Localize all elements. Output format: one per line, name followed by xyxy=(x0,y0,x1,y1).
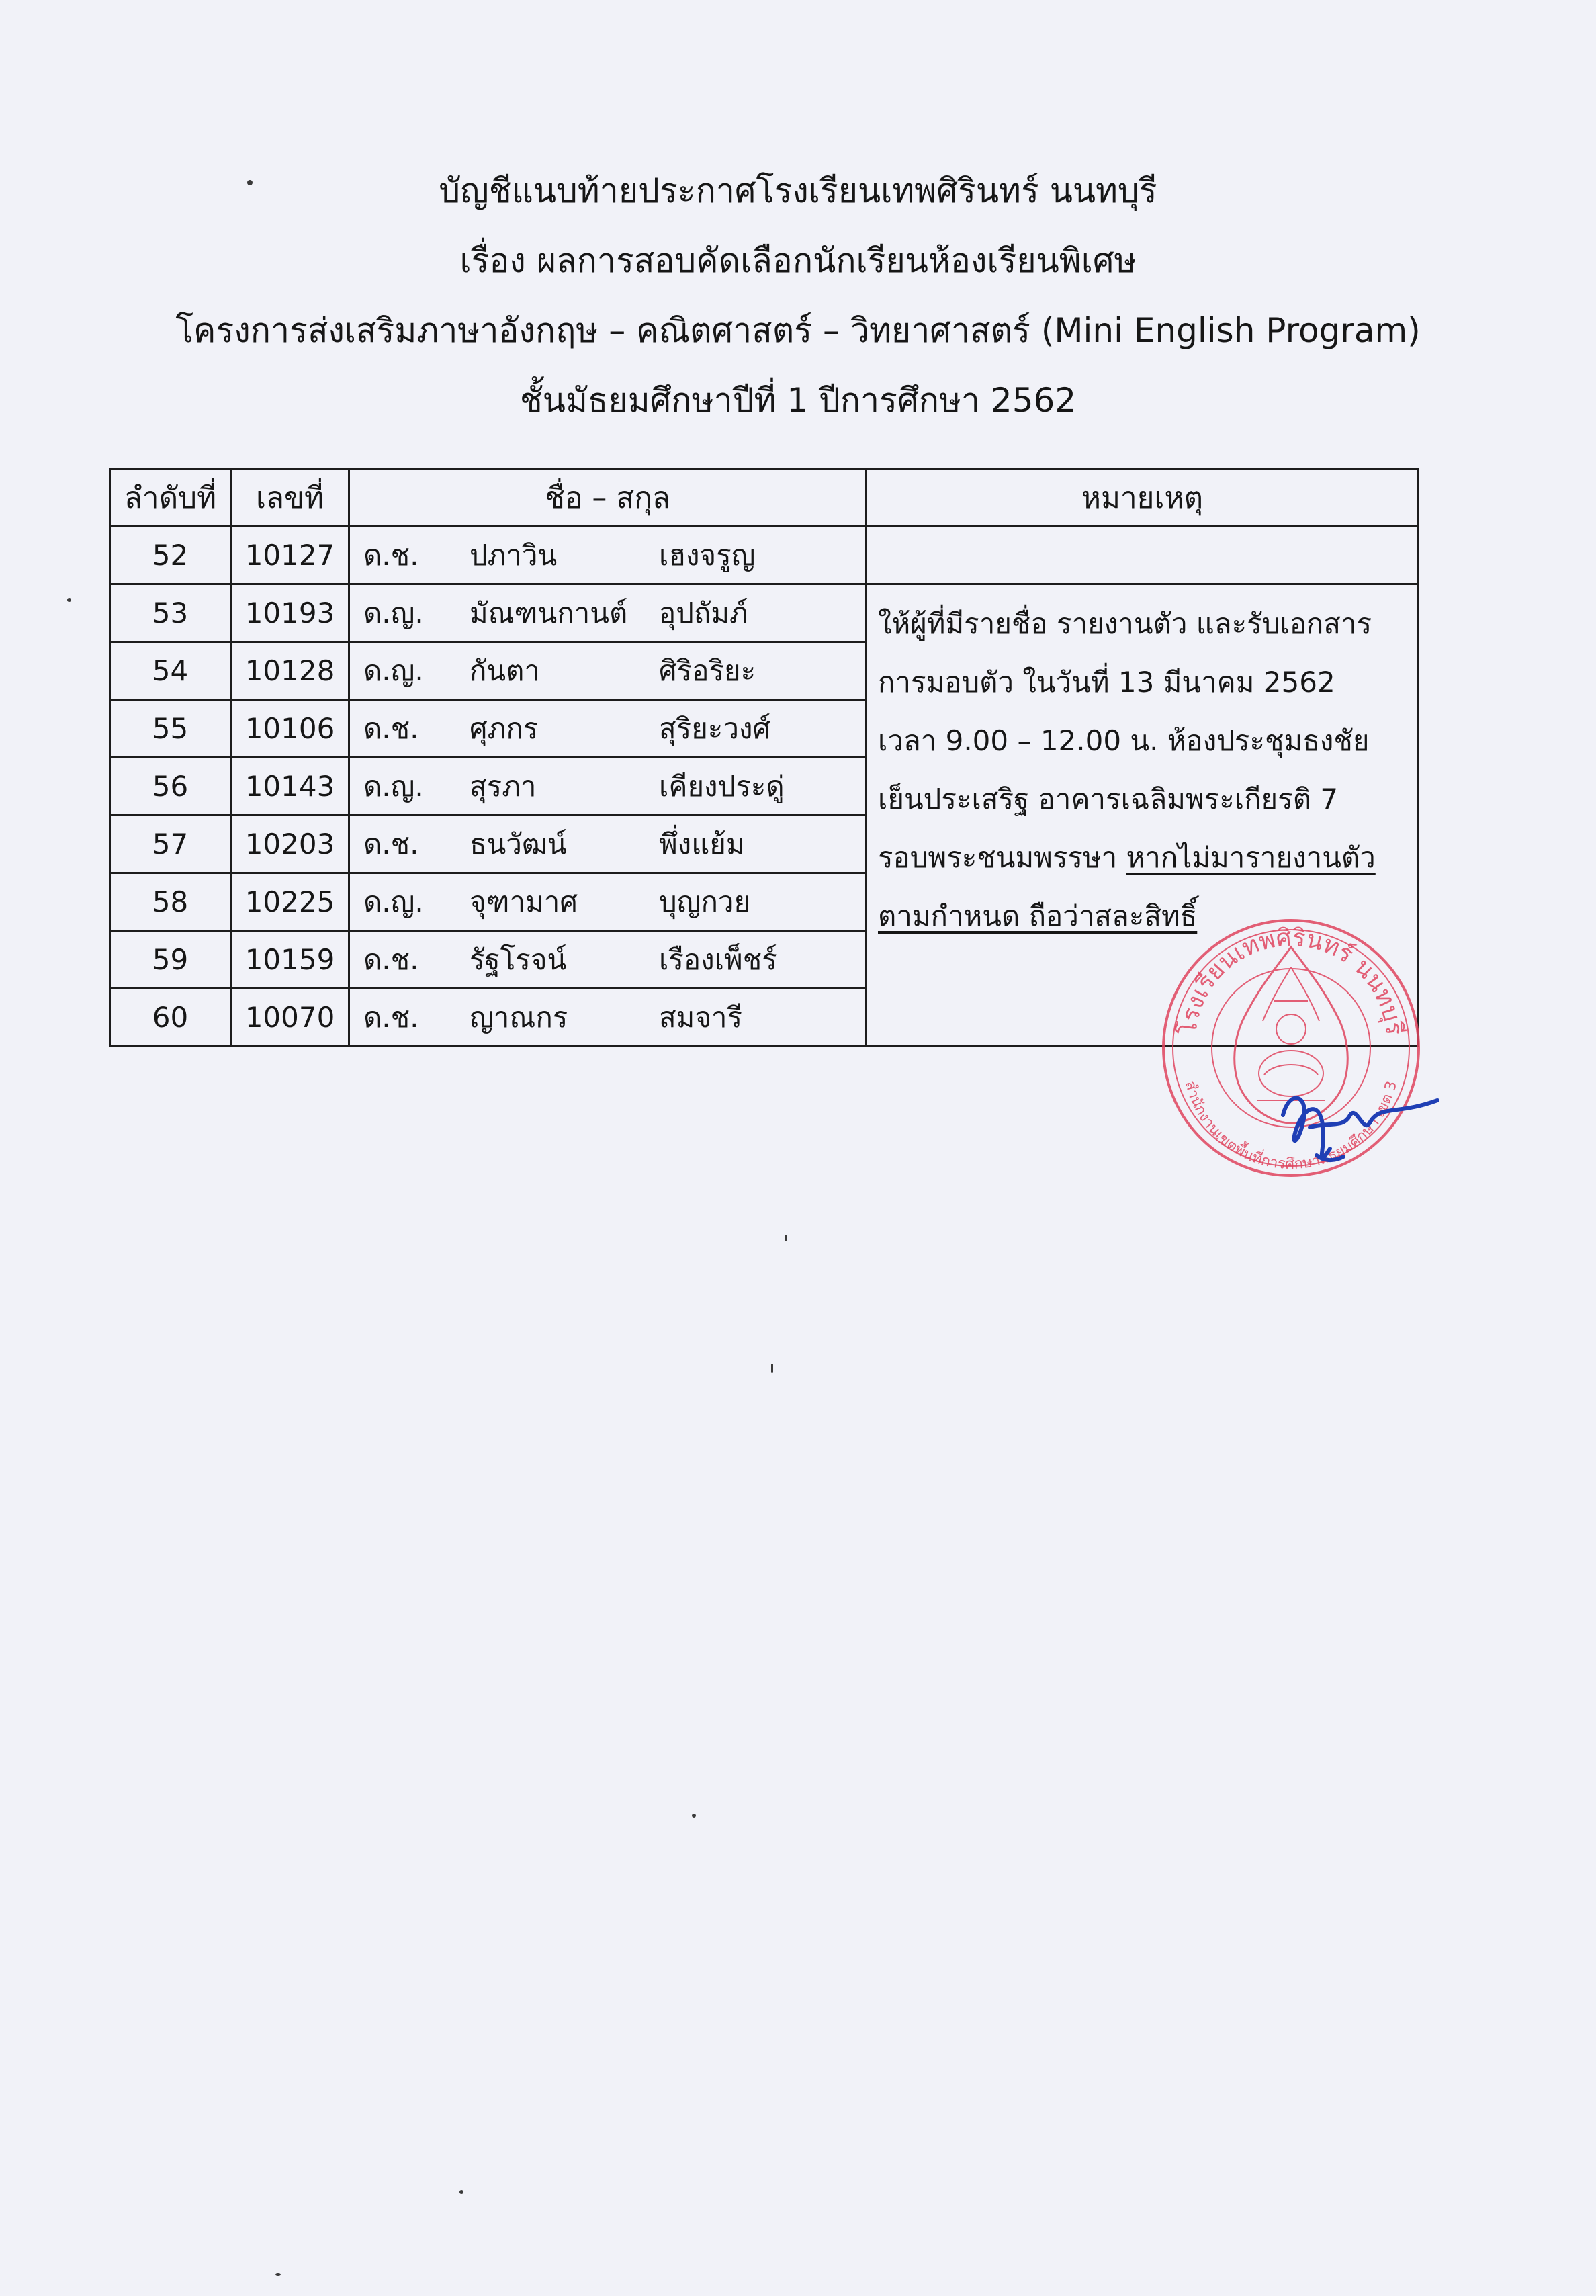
title-line-2: เรื่อง ผลการสอบคัดเลือกนักเรียนห้องเรียนพิเศษ xyxy=(459,241,1137,280)
remark-empty-cell xyxy=(867,527,1419,584)
last-name: สุริยะวงศ์ xyxy=(659,711,771,745)
scan-speck xyxy=(67,598,71,602)
row-name xyxy=(349,527,867,584)
row-id: 10128 xyxy=(231,642,349,700)
row-no: 58 xyxy=(110,873,231,931)
last-name: เฮงจรูญ xyxy=(659,538,756,572)
name-title: ด.ช. xyxy=(363,711,419,745)
last-name: เคียงประดู่ xyxy=(659,769,785,803)
row-name xyxy=(349,642,867,700)
scan-speck xyxy=(785,1235,787,1241)
remark-line: การมอบตัว ในวันที่ 13 มีนาคม 2562 xyxy=(878,666,1335,699)
table-row xyxy=(110,527,1419,584)
last-name: เรืองเพ็ชร์ xyxy=(659,942,777,976)
row-id: 10143 xyxy=(231,758,349,815)
results-table xyxy=(109,468,1419,1047)
name-title: ด.ช. xyxy=(363,827,419,860)
last-name: ศิริอริยะ xyxy=(659,654,756,687)
row-no: 57 xyxy=(110,815,231,873)
remark-line: เวลา 9.00 – 12.00 น. ห้องประชุมธงชัย xyxy=(878,724,1370,757)
name-title: ด.ช. xyxy=(363,538,419,572)
scan-speck xyxy=(771,1364,773,1373)
row-name xyxy=(349,873,867,931)
header-name: ชื่อ – สกุล xyxy=(349,469,867,527)
first-name: สุรภา xyxy=(470,769,537,803)
header-id: เลขที่ xyxy=(231,469,349,527)
remark-warning: ตามกำหนด ถือว่าสละสิทธิ์ xyxy=(878,899,1198,932)
first-name: กันตา xyxy=(470,654,540,687)
remark-line: ให้ผู้ที่มีรายชื่อ รายงานตัว และรับเอกสาร xyxy=(878,607,1372,640)
row-id: 10203 xyxy=(231,815,349,873)
remark-text: รอบพระชนมพรรษา xyxy=(878,841,1126,874)
row-no: 54 xyxy=(110,642,231,700)
scan-speck xyxy=(275,2273,281,2276)
row-name xyxy=(349,989,867,1047)
svg-text:สำนักงานเขตพื้นที่การศึกษามัธย xyxy=(1182,1079,1401,1173)
first-name: ปภาวิน xyxy=(470,538,558,572)
remark-cell xyxy=(867,584,1419,1047)
first-name: ญาณกร xyxy=(470,1000,568,1034)
table-header-row xyxy=(110,469,1419,527)
row-name xyxy=(349,700,867,758)
last-name: พึ่งแย้ม xyxy=(659,827,745,860)
row-id: 10127 xyxy=(231,527,349,584)
remark-line: เย็นประเสริฐ อาคารเฉลิมพระเกียรติ 7 xyxy=(878,783,1339,815)
scan-speck xyxy=(247,180,253,185)
stamp-bottom-text: สำนักงานเขตพื้นที่การศึกษามัธยมศึกษา เขต 3 xyxy=(1181,1079,1401,1174)
title-line-1: บัญชีแนบท้ายประกาศโรงเรียนเทพศิรินทร์ นนทบุรี xyxy=(439,171,1157,210)
table-row xyxy=(110,584,1419,642)
row-no: 52 xyxy=(110,527,231,584)
row-id: 10225 xyxy=(231,873,349,931)
first-name: ศุภกร xyxy=(470,711,539,745)
name-title: ด.ช. xyxy=(363,1000,419,1034)
first-name: ธนวัฒน์ xyxy=(470,827,567,860)
last-name: สมจารี xyxy=(659,1000,743,1034)
row-id: 10106 xyxy=(231,700,349,758)
first-name: มัณฑนกานต์ xyxy=(470,596,628,629)
row-no: 55 xyxy=(110,700,231,758)
name-title: ด.ญ. xyxy=(363,654,424,687)
name-title: ด.ช. xyxy=(363,942,419,976)
stamp-top-text: โรงเรียนเทพศิรินทร์ นนทบุรี xyxy=(1174,924,1408,1037)
row-no: 59 xyxy=(110,931,231,989)
row-no: 56 xyxy=(110,758,231,815)
name-title: ด.ญ. xyxy=(363,769,424,803)
scan-speck xyxy=(692,1814,696,1818)
title-line-4: ชั้นมัธยมศึกษาปีที่ 1 ปีการศึกษา 2562 xyxy=(519,381,1077,420)
row-name xyxy=(349,758,867,815)
document-title xyxy=(0,156,1596,435)
row-no: 53 xyxy=(110,584,231,642)
row-name xyxy=(349,815,867,873)
row-id: 10070 xyxy=(231,989,349,1047)
title-line-3: โครงการส่งเสริมภาษาอังกฤษ – คณิตศาสตร์ – วิทยาศาสตร์ (Mini English Program) xyxy=(175,311,1421,350)
signature-icon xyxy=(1270,1075,1444,1182)
scan-speck xyxy=(459,2190,463,2194)
first-name: จุฑามาศ xyxy=(470,885,578,918)
last-name: บุญกวย xyxy=(659,885,751,918)
header-remark: หมายเหตุ xyxy=(867,469,1419,527)
last-name: อุปถัมภ์ xyxy=(659,596,748,629)
row-no: 60 xyxy=(110,989,231,1047)
remark-line xyxy=(878,887,1417,945)
first-name: รัฐโรจน์ xyxy=(470,942,567,976)
name-title: ด.ญ. xyxy=(363,596,424,629)
header-no: ลำดับที่ xyxy=(110,469,231,527)
row-id: 10193 xyxy=(231,584,349,642)
row-name xyxy=(349,931,867,989)
name-title: ด.ญ. xyxy=(363,885,424,918)
row-name xyxy=(349,584,867,642)
row-id: 10159 xyxy=(231,931,349,989)
remark-warning: หากไม่มารายงานตัว xyxy=(1126,841,1376,874)
remark-line xyxy=(878,828,1417,887)
